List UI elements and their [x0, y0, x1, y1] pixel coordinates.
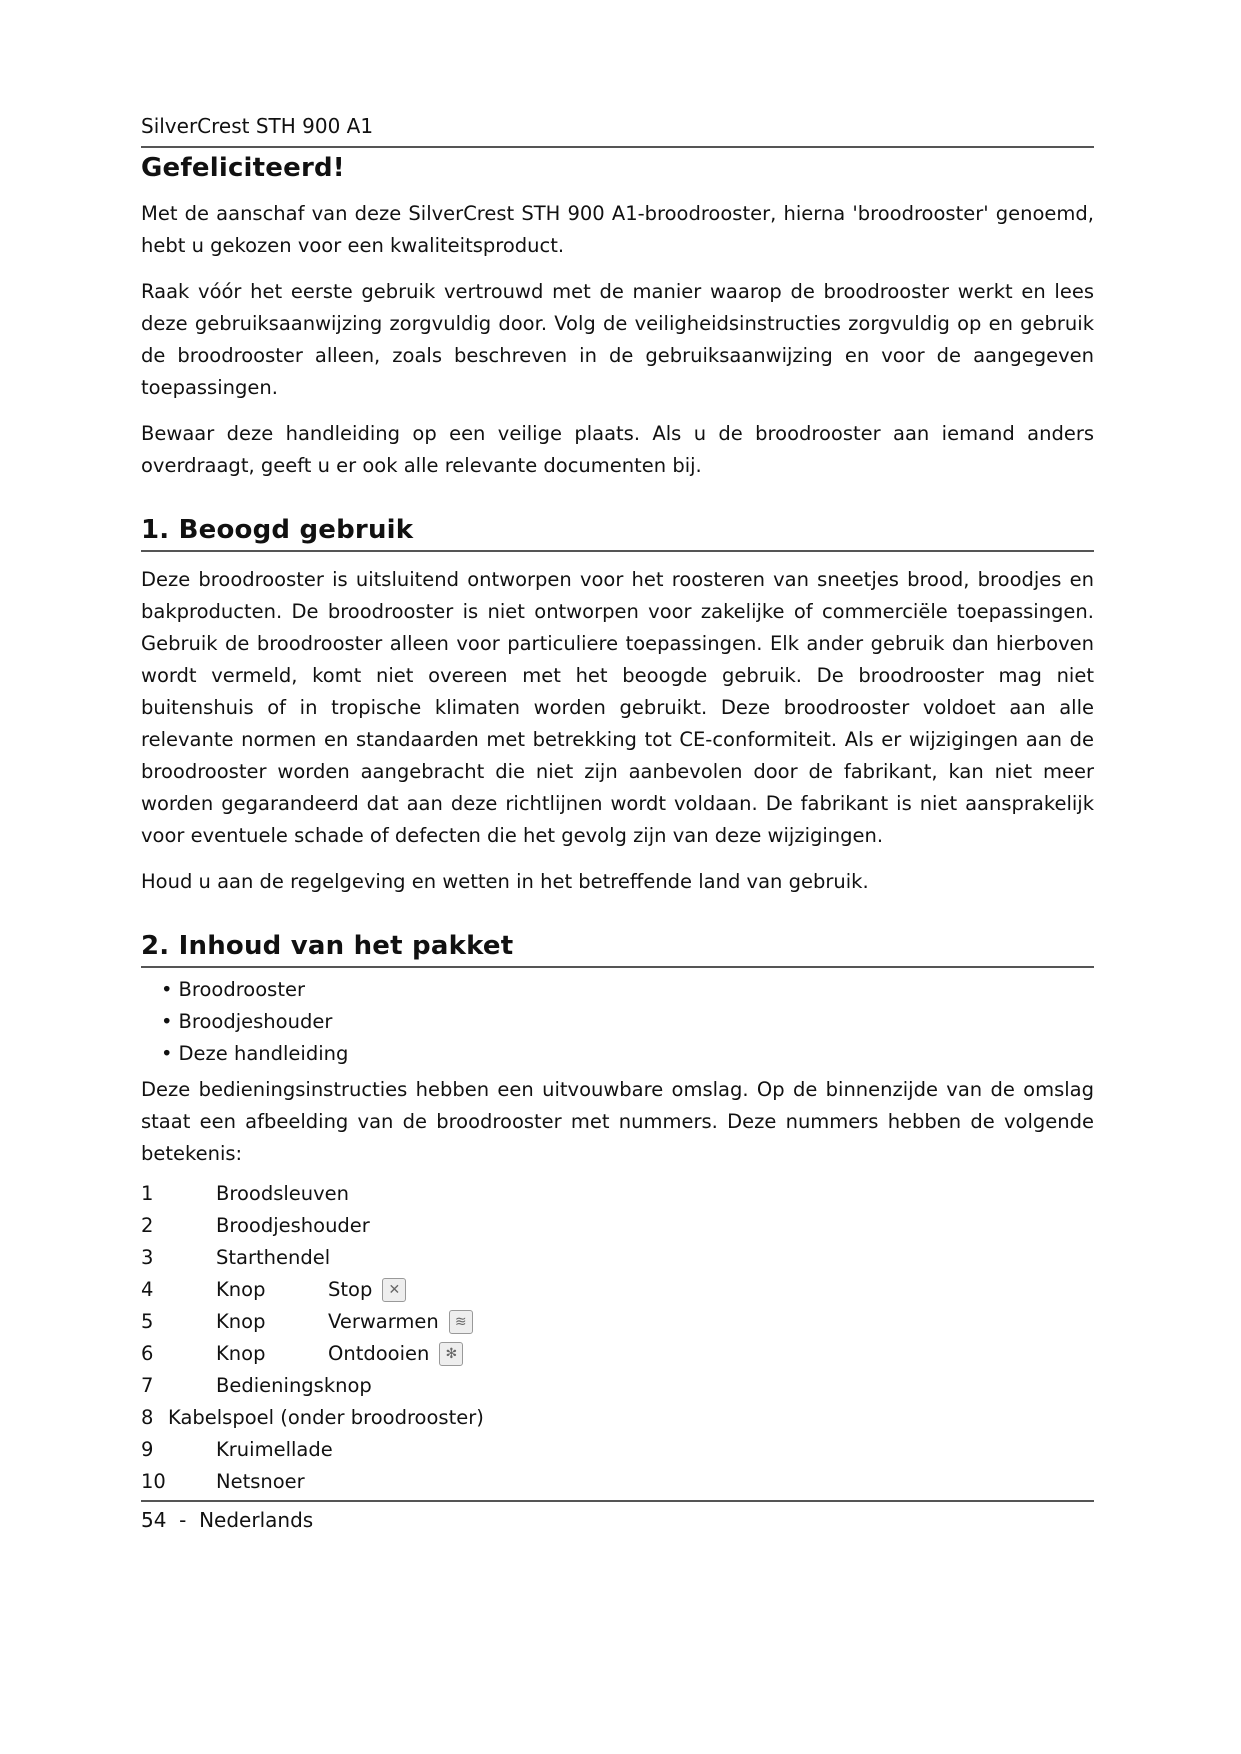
part-item: 7 Bedieningsknop [141, 1374, 372, 1397]
part-item: 8 Kabelspoel (onder broodrooster) [141, 1406, 484, 1429]
defrost-icon: ✻ [439, 1342, 463, 1366]
document-header: SilverCrest STH 900 A1 [141, 114, 374, 138]
header-rule [141, 146, 1094, 148]
document-page [141, 0, 1094, 1574]
part-item: 3 Starthendel [141, 1246, 331, 1269]
reheat-icon: ≋ [449, 1310, 473, 1334]
part-item: 1 Broodsleuven [141, 1182, 350, 1205]
intro-text [141, 198, 1094, 482]
intro-title: Gefeliciteerd! [141, 153, 345, 183]
section2-text [141, 1074, 1094, 1170]
list-item: • Deze handleiding [161, 1038, 1094, 1070]
part-item: 5 Knop Verwarmen ≋ [141, 1306, 1094, 1338]
paragraph: Raak vóór het eerste gebruik vertrouwd met de manier waarop de broodrooster werkt en lees deze gebruiksaanwijzing zorgvuldig door. Volg de veiligheidsinstructies zorgvuldig op en gebruik de broodrooster alleen, zoals beschreven in de gebruiksaanwijzing en voor de aangegeven toepassingen. [141, 280, 1094, 399]
paragraph: Houd u aan de regelgeving en wetten in het betreffende land van gebruik. [141, 870, 869, 893]
part-item: 6 Knop Ontdooien ✻ [141, 1338, 1094, 1370]
stop-icon: ✕ [382, 1278, 406, 1302]
paragraph: Bewaar deze handleiding op een veilige plaats. Als u de broodrooster aan iemand anders overdraagt, geeft u er ook alle relevante documenten bij. [141, 422, 1094, 477]
paragraph: Met de aanschaf van deze SilverCrest STH 900 A1-broodrooster, hierna 'broodrooster' genoemd, hebt u gekozen voor een kwaliteitsproduct. [141, 202, 1094, 257]
section2-title: 2. Inhoud van het pakket [141, 931, 514, 961]
part-item: 4 Knop Stop ✕ [141, 1274, 1094, 1306]
parts-list [141, 1178, 1094, 1498]
section1-rule [141, 550, 1094, 552]
footer-rule [141, 1500, 1094, 1502]
part-item: 9 Kruimellade [141, 1438, 333, 1461]
part-item: 2 Broodjeshouder [141, 1214, 370, 1237]
section1-title: 1. Beoogd gebruik [141, 515, 414, 545]
paragraph: Deze broodrooster is uitsluitend ontworpen voor het roosteren van sneetjes brood, broodjes en bakproducten. De broodrooster is niet ontworpen voor zakelijke of commerciële toepassingen. Gebruik de broodrooster alleen voor particuliere toepassingen. Elk ander gebruik dan hierboven wordt vermeld, komt niet overeen met het beoogde gebruik. De broodrooster mag niet buitenshuis of in tropische klimaten worden gebruikt. Deze broodrooster voldoet aan alle relevante normen en standaarden met betrekking tot CE-conformiteit. Als er wijzigingen aan de broodrooster worden aangebracht die niet zijn aanbevolen door de fabrikant, kan niet meer worden gegarandeerd dat aan deze richtlijnen wordt voldaan. De fabrikant is niet aansprakelijk voor eventuele schade of defecten die het gevolg zijn van deze wijzigingen. [141, 568, 1094, 847]
list-item: • Broodjeshouder [161, 1006, 1094, 1038]
list-item: • Broodrooster [161, 974, 1094, 1006]
paragraph: Deze bedieningsinstructies hebben een uitvouwbare omslag. Op de binnenzijde van de omslag staat een afbeelding van de broodrooster met nummers. Deze nummers hebben de volgende betekenis: [141, 1078, 1094, 1165]
part-item: 10 Netsnoer [141, 1470, 305, 1493]
page-footer: 54 - Nederlands [141, 1508, 314, 1532]
section1-text [141, 564, 1094, 898]
section2-rule [141, 966, 1094, 968]
package-contents-list [141, 974, 1094, 1070]
